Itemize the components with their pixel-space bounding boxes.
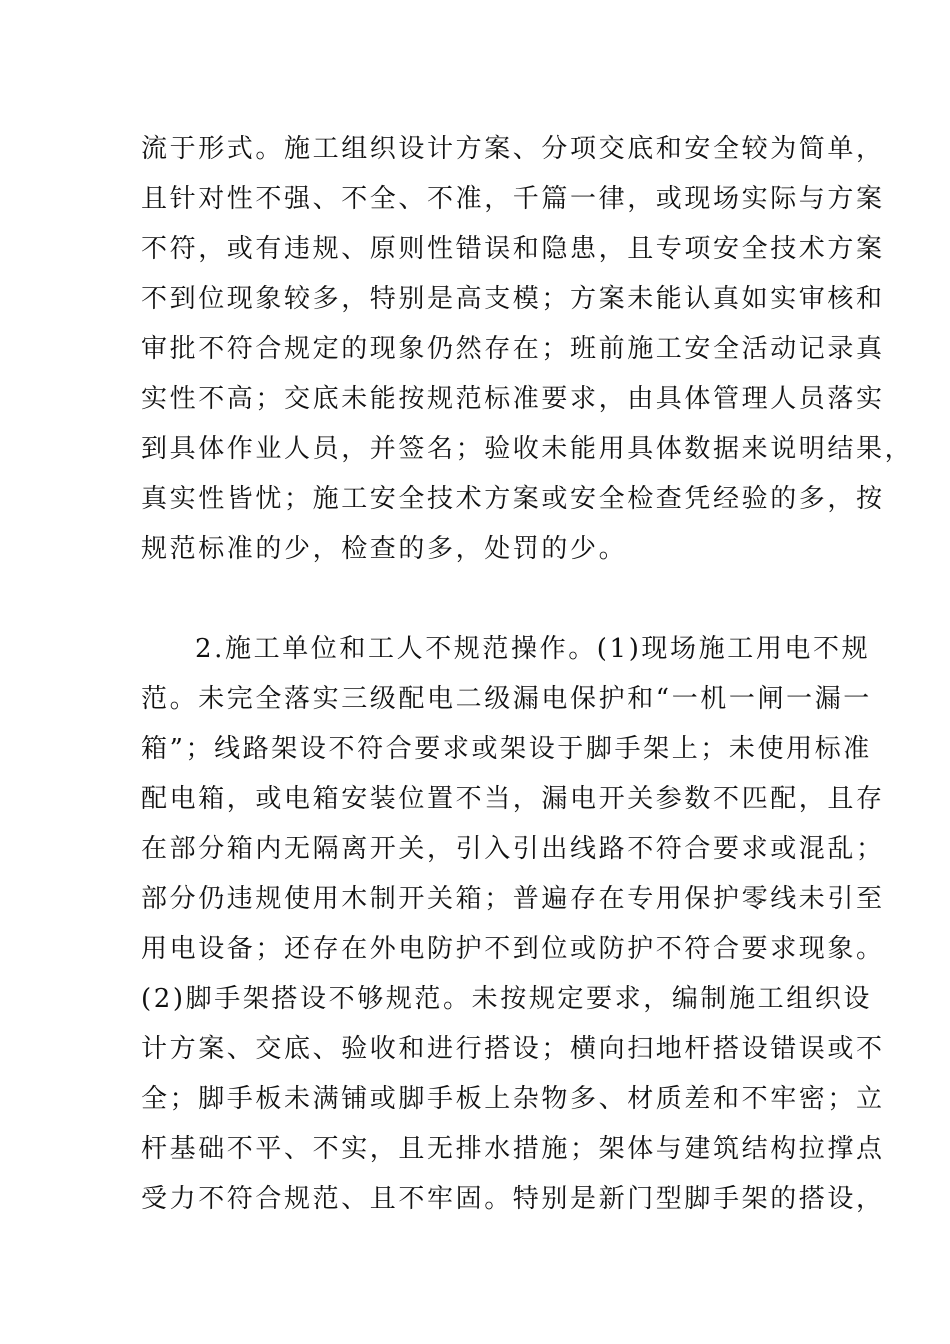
paragraph-line: 实性不高；交底未能按规范标准要求，由具体管理人员落实 <box>141 384 885 414</box>
paragraph-line: 部分仍违规使用木制开关箱；普遍存在专用保护零线未引至 <box>141 884 885 914</box>
paragraph-line: 全；脚手板未满铺或脚手板上杂物多、材质差和不牢密；立 <box>141 1084 885 1114</box>
paragraph-line: 流于形式。施工组织设计方案、分项交底和安全较为简单， <box>141 134 885 164</box>
paragraph-line: 真实性皆忧；施工安全技术方案或安全检查凭经验的多，按 <box>141 484 885 514</box>
paragraph-line: 规范标准的少，检查的多，处罚的少。 <box>141 534 628 564</box>
paragraph-line: 不符，或有违规、原则性错误和隐患，且专项安全技术方案 <box>141 234 885 264</box>
paragraph-line: (2)脚手架搭设不够规范。未按规定要求，编制施工组织设 <box>141 984 873 1014</box>
paragraph-line: 在部分箱内无隔离开关，引入引出线路不符合要求或混乱； <box>141 834 885 864</box>
paragraph-line: 范。未完全落实三级配电二级漏电保护和“一机一闸一漏一 <box>141 684 872 714</box>
paragraph-line: 计方案、交底、验收和进行搭设；横向扫地杆搭设错误或不 <box>141 1034 885 1064</box>
paragraph-line: 2.施工单位和工人不规范操作。(1)现场施工用电不规 <box>195 634 871 664</box>
paragraph-line: 审批不符合规定的现象仍然存在；班前施工安全活动记录真 <box>141 334 885 364</box>
paragraph-line: 受力不符合规范、且不牢固。特别是新门型脚手架的搭设， <box>141 1184 885 1214</box>
paragraph-line: 且针对性不强、不全、不准，千篇一律，或现场实际与方案 <box>141 184 885 214</box>
paragraph-line: 不到位现象较多，特别是高支模；方案未能认真如实审核和 <box>141 284 885 314</box>
paragraph-line: 箱”；线路架设不符合要求或架设于脚手架上；未使用标准 <box>141 734 872 764</box>
paragraph-line: 到具体作业人员，并签名；验收未能用具体数据来说明结果， <box>141 434 914 464</box>
paragraph-line: 用电设备；还存在外电防护不到位或防护不符合要求现象。 <box>141 934 885 964</box>
paragraph-line: 杆基础不平、不实，且无排水措施；架体与建筑结构拉撑点 <box>141 1134 885 1164</box>
paragraph-line: 配电箱，或电箱安装位置不当，漏电开关参数不匹配，且存 <box>141 784 885 814</box>
